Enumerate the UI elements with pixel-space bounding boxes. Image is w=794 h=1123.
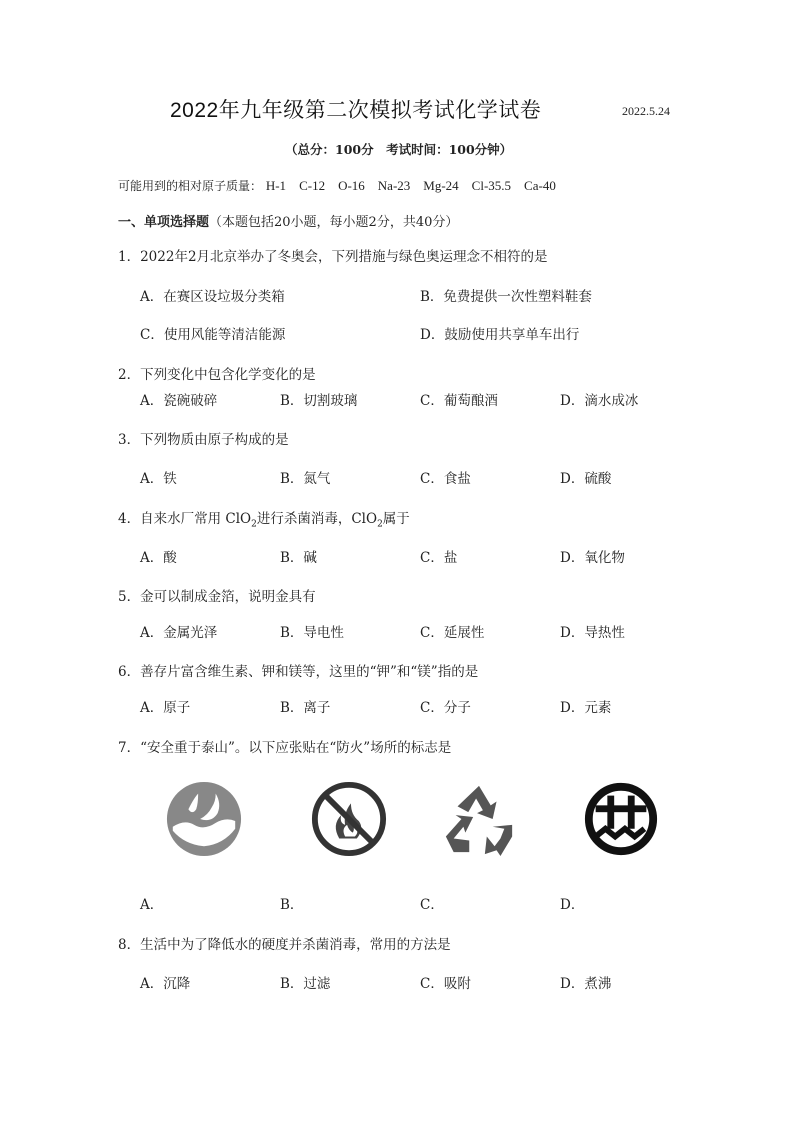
question-7-option-a[interactable]: A． [140, 897, 164, 913]
question-4-option-c[interactable]: C．盐 [420, 550, 458, 566]
question-2-option-d[interactable]: D．滴水成冰 [560, 393, 639, 409]
question-2-option-c[interactable]: C．葡萄酿酒 [420, 393, 498, 409]
question-8-option-c[interactable]: C．吸附 [420, 976, 471, 992]
question-3-stem: 3．下列物质由原子构成的是 [118, 432, 289, 448]
question-2-option-b[interactable]: B．切割玻璃 [280, 393, 358, 409]
section-title: 一、单项选择题 [118, 215, 210, 230]
question-4-subscript-1: 2 [251, 519, 257, 530]
water-saving-icon [165, 780, 243, 858]
question-4-stem-part1: 4．自来水厂常用 ClO [118, 511, 252, 527]
question-5-stem: 5．金可以制成金箔，说明金具有 [118, 589, 316, 605]
water-protection-icon [582, 780, 660, 858]
section-heading [118, 211, 458, 230]
question-4-stem-part2: 进行杀菌消毒，ClO [256, 511, 378, 527]
question-8-option-d[interactable]: D．煮沸 [560, 976, 612, 992]
question-1-option-a[interactable]: A．在赛区设垃圾分类箱 [140, 289, 285, 305]
question-1-stem: 1．2022年2月北京举办了冬奥会，下列措施与绿色奥运理念不相符的是 [118, 249, 548, 265]
exam-subtitle: （总分：100分 考试时间：100分钟） [285, 142, 513, 157]
question-8-option-a[interactable]: A．沉降 [140, 976, 191, 992]
question-3-option-c[interactable]: C．食盐 [420, 471, 471, 487]
question-6-stem: 6．善存片富含维生素、钾和镁等，这里的“钾”和“镁”指的是 [118, 664, 479, 680]
question-2-stem: 2．下列变化中包含化学变化的是 [118, 367, 316, 383]
atomic-masses-line [118, 177, 556, 194]
question-1-option-c[interactable]: C．使用风能等清洁能源 [140, 327, 286, 343]
question-8-stem: 8．生活中为了降低水的硬度并杀菌消毒，常用的方法是 [118, 937, 451, 953]
question-4-subscript-2: 2 [377, 519, 383, 530]
question-7-option-b[interactable]: B． [280, 897, 304, 913]
atomic-mass-h: H-1 [265, 178, 287, 193]
question-4-stem-part3: 属于 [382, 511, 410, 527]
question-5-option-c[interactable]: C．延展性 [420, 625, 485, 641]
question-4-option-a[interactable]: A．酸 [140, 550, 177, 566]
atomic-mass-mg: Mg-24 [423, 178, 459, 193]
question-8-option-b[interactable]: B．过滤 [280, 976, 331, 992]
question-7-option-d[interactable]: D． [560, 897, 585, 913]
question-3-option-a[interactable]: A．铁 [140, 471, 177, 487]
question-3-option-b[interactable]: B．氮气 [280, 471, 331, 487]
atomic-mass-na: Na-23 [377, 178, 411, 193]
atomic-mass-cl: Cl-35.5 [471, 178, 512, 193]
question-4-option-d[interactable]: D．氧化物 [560, 550, 625, 566]
exam-title: 2022年九年级第二次模拟考试化学试卷 [170, 99, 542, 122]
recycle-icon [440, 780, 518, 858]
atomic-mass-o: O-16 [338, 178, 365, 193]
question-2-option-a[interactable]: A．瓷碗破碎 [140, 393, 218, 409]
question-1-option-b[interactable]: B．免费提供一次性塑料鞋套 [420, 289, 592, 305]
question-6-option-a[interactable]: A．原子 [140, 700, 191, 716]
question-1-option-d[interactable]: D．鼓励使用共享单车出行 [420, 327, 580, 343]
question-7-stem: 7．“安全重于泰山”。以下应张贴在“防火”场所的标志是 [118, 740, 452, 756]
question-3-option-d[interactable]: D．硫酸 [560, 471, 612, 487]
question-5-option-d[interactable]: D．导热性 [560, 625, 625, 641]
no-fire-icon [310, 780, 388, 858]
question-7-option-c[interactable]: C． [420, 897, 444, 913]
question-6-option-c[interactable]: C．分子 [420, 700, 471, 716]
question-6-option-d[interactable]: D．元素 [560, 700, 612, 716]
question-6-option-b[interactable]: B．离子 [280, 700, 331, 716]
atomic-mass-ca: Ca-40 [524, 178, 556, 193]
exam-date: 2022.5.24 [622, 104, 670, 118]
question-4-option-b[interactable]: B．碱 [280, 550, 317, 566]
question-4-stem [118, 507, 410, 530]
section-note: （本题包括20小题，每小题2分，共40分） [209, 215, 459, 230]
question-5-option-b[interactable]: B．导电性 [280, 625, 344, 641]
atomic-mass-c: C-12 [299, 178, 326, 193]
question-5-option-a[interactable]: A．金属光泽 [140, 625, 218, 641]
atomic-masses-label: 可能用到的相对原子质量： [118, 179, 263, 193]
